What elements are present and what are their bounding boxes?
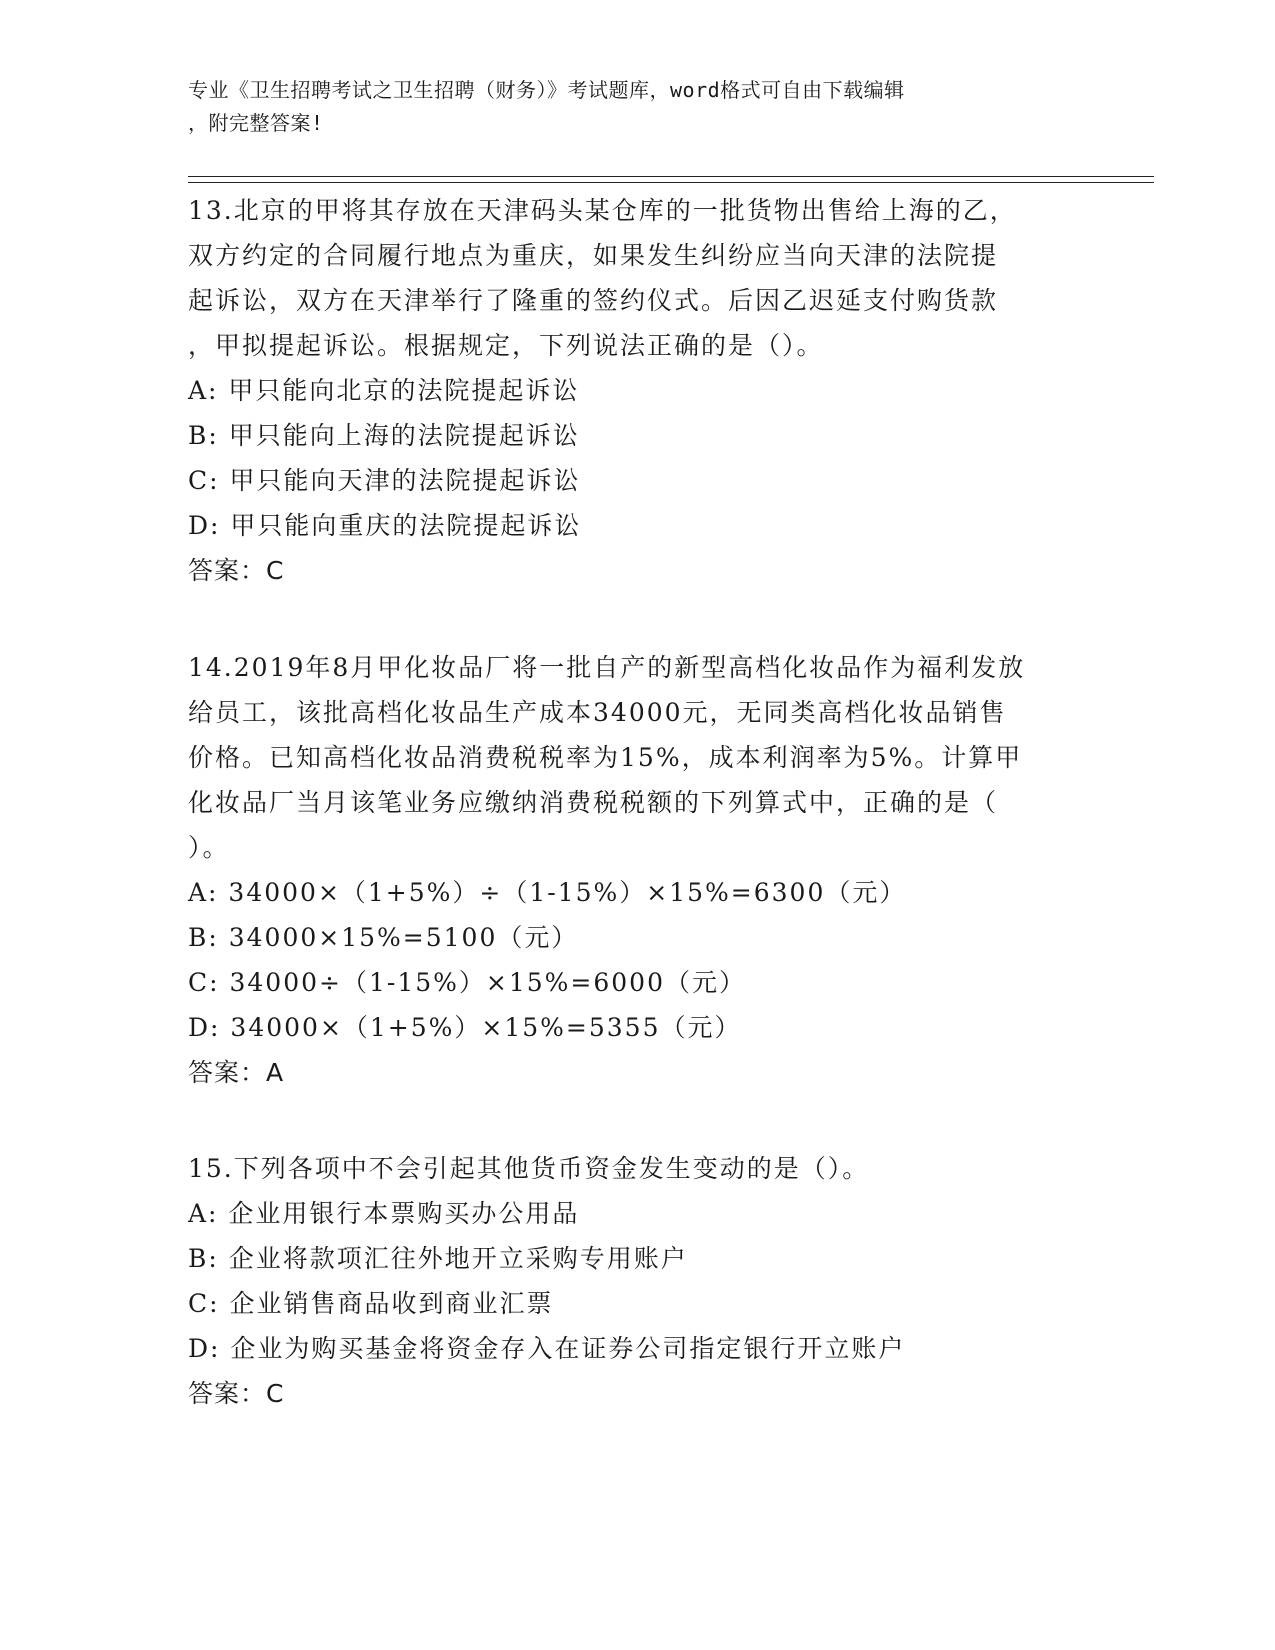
header-line-1: 专业《卫生招聘考试之卫生招聘（财务）》考试题库，word格式可自由下载编辑: [188, 78, 905, 102]
answer: 答案：C: [188, 556, 285, 585]
option-a: A: 甲只能向北京的法院提起诉讼: [188, 376, 580, 405]
question-text-line: 化妆品厂当月该笔业务应缴纳消费税税额的下列算式中，正确的是（: [188, 788, 999, 817]
question-text-line: 15.下列各项中不会引起其他货币资金发生变动的是（）。: [188, 1154, 870, 1183]
option-b: B: 甲只能向上海的法院提起诉讼: [188, 421, 580, 450]
document-header: [188, 74, 1068, 140]
answer: 答案：C: [188, 1379, 285, 1408]
option-b: B: 34000×15%=5100（元）: [188, 923, 579, 952]
option-c: C: 34000÷（1-15%）×15%=6000（元）: [188, 968, 746, 997]
option-c: C: 甲只能向天津的法院提起诉讼: [188, 466, 581, 495]
question-text-line: 双方约定的合同履行地点为重庆，如果发生纠纷应当向天津的法院提: [188, 241, 999, 270]
question-text-line: 给员工，该批高档化妆品生产成本34000元，无同类高档化妆品销售: [188, 698, 1007, 727]
header-divider-bottom: [188, 182, 1154, 183]
question-text-line: ，甲拟提起诉讼。根据规定，下列说法正确的是（）。: [188, 331, 824, 360]
option-a: A: 34000×（1+5%）÷（1-15%）×15%=6300（元）: [188, 878, 907, 907]
header-divider-top: [188, 176, 1154, 177]
question-text-line: 价格。已知高档化妆品消费税税率为15%，成本利润率为5%。计算甲: [188, 743, 1023, 772]
option-a: A: 企业用银行本票购买办公用品: [188, 1199, 580, 1228]
option-b: B: 企业将款项汇往外地开立采购专用账户: [188, 1244, 688, 1273]
question-15: [188, 1146, 1088, 1416]
option-c: C: 企业销售商品收到商业汇票: [188, 1289, 554, 1318]
question-text-line: 14.2019年8月甲化妆品厂将一批自产的新型高档化妆品作为福利发放: [188, 653, 1026, 682]
option-d: D: 34000×（1+5%）×15%=5355（元）: [188, 1013, 742, 1042]
question-text-line: ）。: [188, 833, 230, 862]
header-line-2: ，附完整答案!: [188, 111, 324, 135]
question-13: [188, 188, 1088, 593]
question-text-line: 13.北京的甲将其存放在天津码头某仓库的一批货物出售给上海的乙，: [188, 196, 1017, 225]
question-text-line: 起诉讼，双方在天津举行了隆重的签约仪式。后因乙迟延支付购货款: [188, 286, 999, 315]
option-d: D: 甲只能向重庆的法院提起诉讼: [188, 511, 582, 540]
question-14: [188, 645, 1088, 1095]
answer: 答案：A: [188, 1058, 285, 1087]
option-d: D: 企业为购买基金将资金存入在证券公司指定银行开立账户: [188, 1334, 906, 1363]
